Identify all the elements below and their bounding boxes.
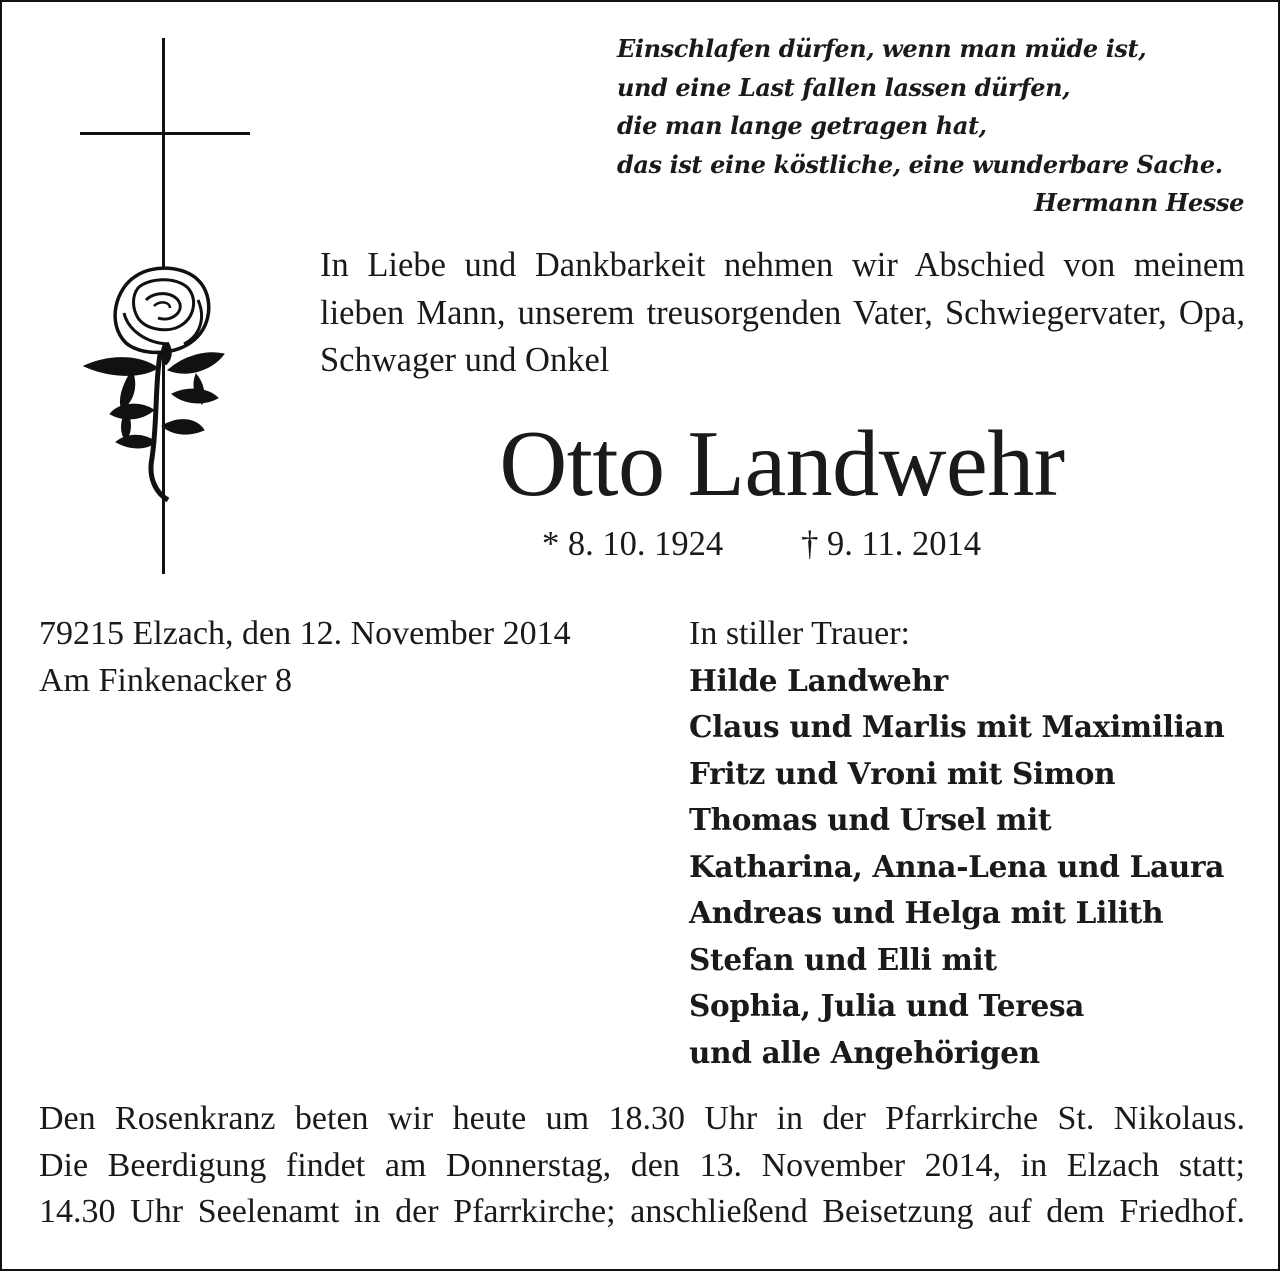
quote-line: Einschlafen dürfen, wenn man müde ist, — [617, 34, 1147, 63]
mourner-name: und alle Angehörigen — [689, 1034, 1040, 1070]
mourners-block — [689, 611, 1225, 1076]
mourner-name: Stefan und Elli mit — [689, 941, 997, 977]
hesse-quote — [617, 30, 1252, 223]
place-date: 79215 Elzach, den 12. November 2014 — [39, 615, 571, 652]
service-line: 14.30 Uhr Seelenamt in der Pfarrkirche; anschließend Beisetzung auf dem Friedhof. — [39, 1193, 1245, 1230]
quote-line: das ist eine köstliche, eine wunderbare Sache. — [617, 149, 1223, 179]
birth-date: * 8. 10. 1924 — [542, 525, 724, 563]
mourner-name: Hilde Landwehr — [689, 662, 948, 698]
mourner-name: Fritz und Vroni mit Simon — [689, 755, 1116, 791]
mourner-name: Thomas und Ursel mit — [689, 802, 1052, 837]
cross-icon — [76, 38, 256, 578]
mourner-name: Katharina, Anna-Lena und Laura — [689, 848, 1225, 884]
street: Am Finkenacker 8 — [39, 661, 293, 699]
mourners-heading: In stiller Trauer: — [689, 615, 910, 652]
address-block — [39, 611, 571, 704]
rose-icon — [84, 268, 224, 500]
deceased-name: Otto Landwehr — [499, 412, 1065, 516]
mourner-name: Andreas und Helga mit Lilith — [689, 895, 1164, 930]
mourner-name: Sophia, Julia und Teresa — [689, 988, 1085, 1023]
service-line: Die Beerdigung findet am Donnerstag, den 13. November 2014, in Elzach statt; — [39, 1146, 1245, 1184]
cross-horizontal-beam — [80, 132, 250, 135]
quote-line: die man lange getragen hat, — [617, 111, 987, 140]
life-dates — [542, 522, 981, 566]
mourners-names — [689, 658, 1225, 1077]
mourner-name: Claus und Marlis mit Maximilian — [689, 709, 1225, 744]
quote-author: Hermann Hesse — [1034, 188, 1244, 217]
service-line: Den Rosenkranz beten wir heute um 18.30 Uhr in der Pfarrkirche St. Nikolaus. — [39, 1100, 1245, 1137]
quote-line: und eine Last fallen lassen dürfen, — [617, 72, 1071, 102]
intro-text: In Liebe und Dankbarkeit nehmen wir Abschied von meinem lieben Mann, unserem treusorgenden Vater, Schwiegervater, Opa, Schwager und Onkel — [320, 246, 1245, 379]
death-date: † 9. 11. 2014 — [801, 525, 981, 563]
service-info — [39, 1096, 1245, 1236]
